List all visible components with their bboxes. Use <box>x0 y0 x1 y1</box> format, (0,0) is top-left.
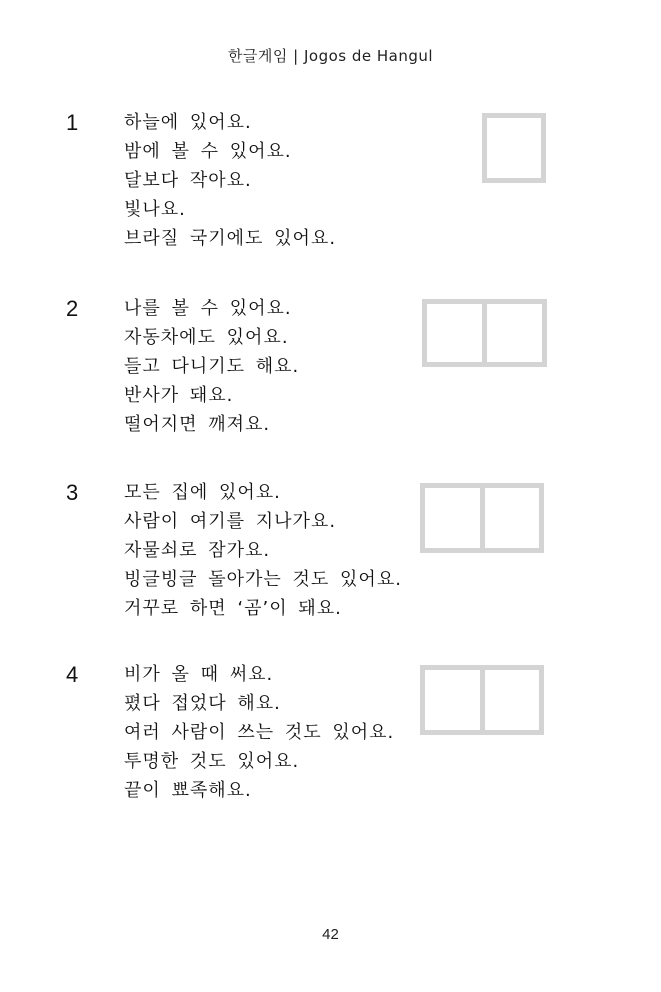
answer-cell[interactable] <box>425 488 480 548</box>
answer-cell[interactable] <box>427 304 482 362</box>
clue-line: 비가 올 때 써요. <box>124 664 274 685</box>
clue-line: 빙글빙글 돌아가는 것도 있어요. <box>124 569 402 590</box>
riddle-clues <box>124 296 299 441</box>
clue-line: 하늘에 있어요. <box>124 112 252 133</box>
clue-line: 달보다 작아요. <box>124 170 252 191</box>
riddle-number: 4 <box>66 662 79 687</box>
clue-line: 투명한 것도 있어요. <box>124 751 300 772</box>
clue-line: 반사가 돼요. <box>124 385 234 406</box>
clue-line: 빛나요. <box>124 199 186 220</box>
answer-cell[interactable] <box>487 118 541 178</box>
riddle-clues <box>124 480 402 625</box>
riddle-clues <box>124 662 394 807</box>
answer-box[interactable] <box>420 483 544 553</box>
page-header: 한글게임 | Jogos de Hangul <box>227 47 434 65</box>
riddle-number: 3 <box>66 480 79 505</box>
riddle-number: 1 <box>66 110 79 135</box>
answer-box[interactable] <box>422 299 547 367</box>
clue-line: 거꾸로 하면 ‘곰’이 돼요. <box>124 598 342 619</box>
clue-line: 브라질 국기에도 있어요. <box>124 228 337 249</box>
clue-line: 자동차에도 있어요. <box>124 327 289 348</box>
clue-line: 끝이 뾰족해요. <box>124 780 252 801</box>
answer-box[interactable] <box>482 113 546 183</box>
answer-box[interactable] <box>420 665 544 735</box>
riddle-number: 2 <box>66 296 79 321</box>
clue-line: 들고 다니기도 해요. <box>124 356 300 377</box>
clue-line: 떨어지면 깨져요. <box>124 414 271 435</box>
clue-line: 폈다 접었다 해요. <box>124 693 281 714</box>
riddle-clues <box>124 110 336 255</box>
clue-line: 밤에 볼 수 있어요. <box>124 141 292 162</box>
answer-cell[interactable] <box>480 670 540 730</box>
clue-line: 나를 볼 수 있어요. <box>124 298 292 319</box>
clue-line: 여러 사람이 쓰는 것도 있어요. <box>124 722 395 743</box>
answer-cell[interactable] <box>482 304 542 362</box>
clue-line: 모든 집에 있어요. <box>124 482 281 503</box>
page-number: 42 <box>322 926 339 943</box>
answer-cell[interactable] <box>480 488 540 548</box>
clue-line: 사람이 여기를 지나가요. <box>124 511 337 532</box>
answer-cell[interactable] <box>425 670 480 730</box>
clue-line: 자물쇠로 잠가요. <box>124 540 271 561</box>
